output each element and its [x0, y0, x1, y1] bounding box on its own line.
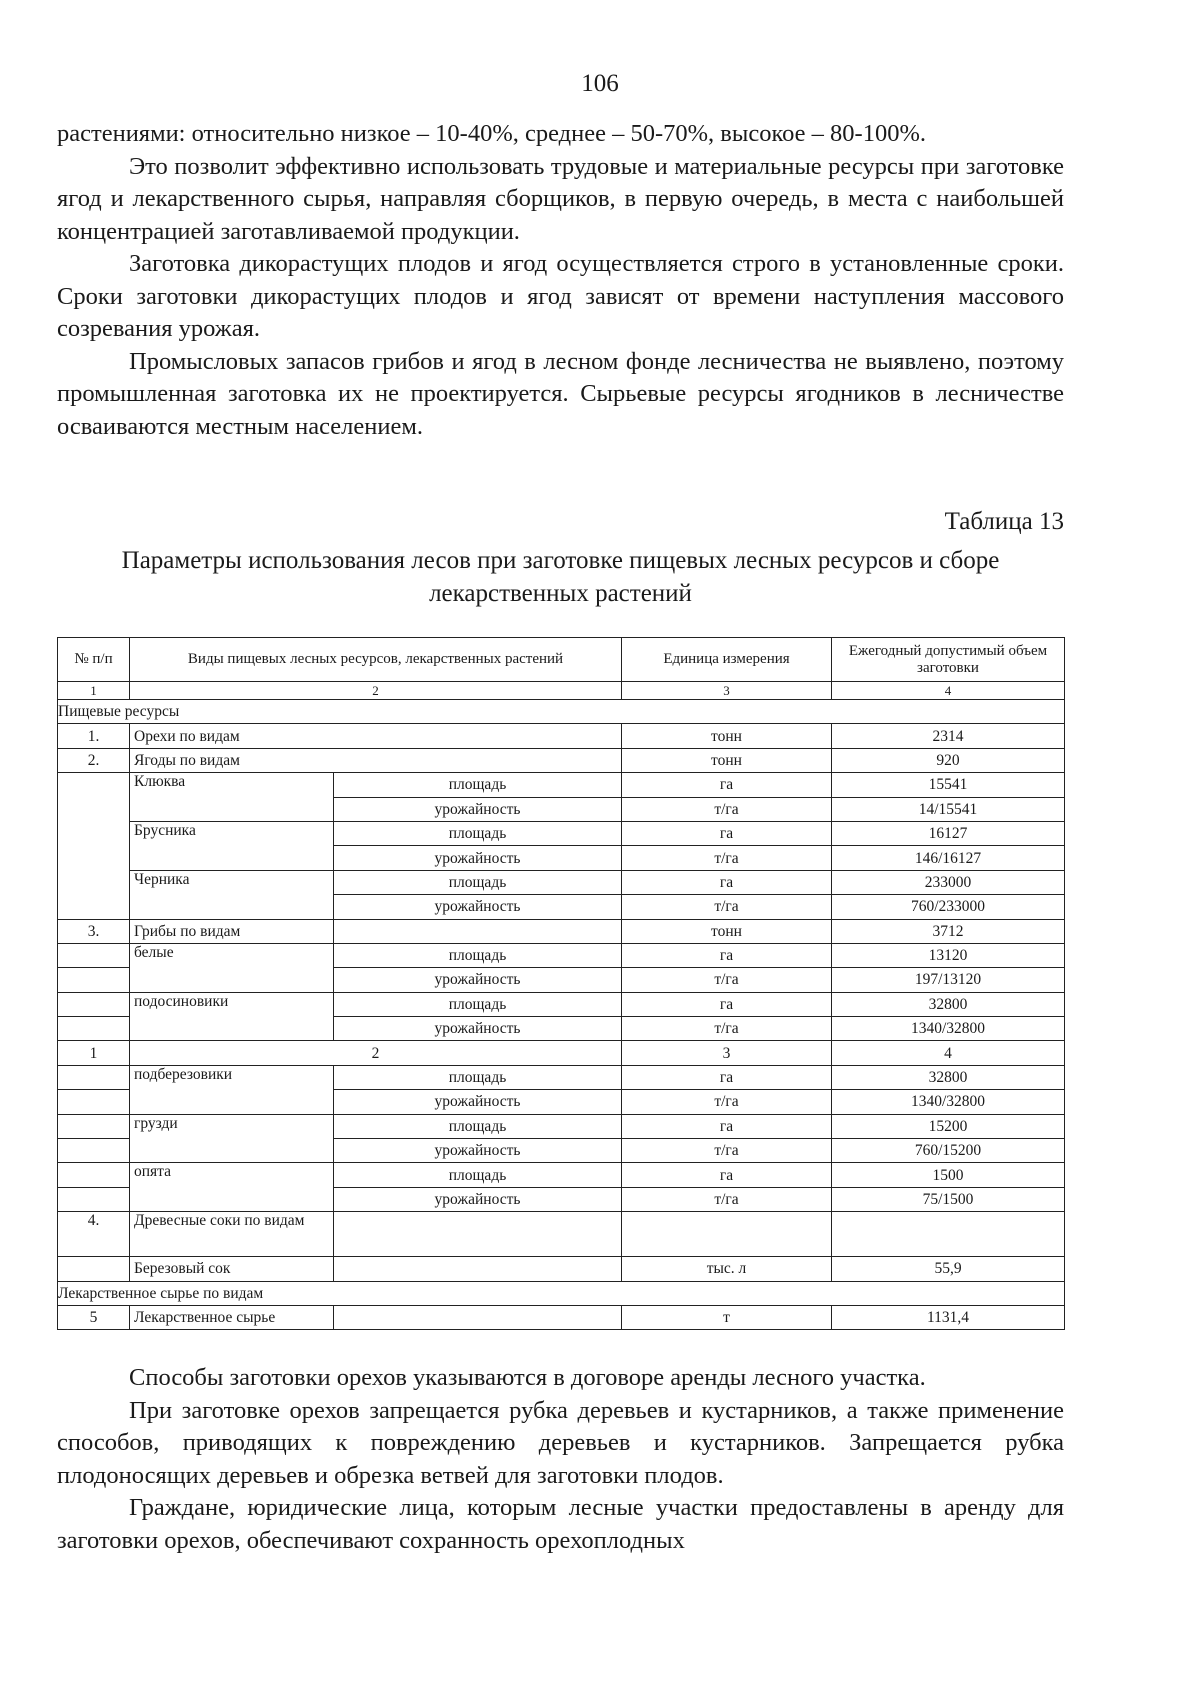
column-number-row — [58, 682, 1065, 700]
column-number-row-repeat: 1 2 3 4 — [58, 1041, 1065, 1065]
column-number: 4 — [832, 682, 1065, 700]
table-row: урожайность т/га 1340/32800 — [58, 1090, 1065, 1114]
table-row: 2. Ягоды по видам тонн 920 — [58, 748, 1065, 772]
table-row: подберезовики площадь га 32800 — [58, 1065, 1065, 1089]
table-row: 5 Лекарственное сырье т 1131,4 — [58, 1305, 1065, 1329]
paragraph: растениями: относительно низкое – 10-40%, среднее – 50-70%, высокое – 80-100%. — [57, 120, 926, 147]
table-row: опята площадь га 1500 — [58, 1163, 1065, 1187]
paragraph: Заготовка дикорастущих плодов и ягод осуществляется строго в установленные сроки. Сроки заготовки дикорастущих плодов и ягод зависят от времени наступления массового созревания урожая. — [57, 250, 1064, 342]
body-text-bottom — [57, 1362, 1064, 1557]
table-row: урожайность т/га 760/15200 — [58, 1139, 1065, 1163]
page-number: 106 — [581, 70, 619, 97]
section-label: Пищевые ресурсы — [58, 700, 1065, 724]
table-title: Параметры использования лесов при заготовке пищевых лесных ресурсов и сборе лекарственных растений — [121, 547, 1000, 607]
table-row: белые площадь га 13120 — [58, 943, 1065, 967]
table-row: 1. Орехи по видам тонн 2314 — [58, 724, 1065, 748]
table-row: Черника площадь га 233000 — [58, 870, 1065, 894]
table-row: 3. Грибы по видам тонн 3712 — [58, 919, 1065, 943]
section-label: Лекарственное сырье по видам — [58, 1281, 1065, 1305]
table-row: Брусника площадь га 16127 — [58, 821, 1065, 845]
header-cell: Единица измерения — [622, 638, 832, 682]
table-row: подосиновики площадь га 32800 — [58, 992, 1065, 1016]
table-row: грузди площадь га 15200 — [58, 1114, 1065, 1138]
table-row: урожайность т/га 760/233000 — [58, 895, 1065, 919]
header-cell: № п/п — [58, 638, 130, 682]
table-row: 4. Древесные соки по видам — [58, 1212, 1065, 1257]
table-caption: Таблица 13 — [944, 508, 1064, 535]
header-cell: Виды пищевых лесных ресурсов, лекарственных растений — [130, 638, 622, 682]
paragraph: При заготовке орехов запрещается рубка деревьев и кустарников, а также применение способов, приводящих к повреждению деревьев и кустарников. Запрещается рубка плодоносящих деревьев и обрезка ветвей для заготовки плодов. — [57, 1396, 1064, 1489]
paragraph: Способы заготовки орехов указываются в договоре аренды лесного участка. — [129, 1364, 926, 1391]
header-cell: Ежегодный допустимый объем заготовки — [832, 638, 1065, 682]
column-number: 2 — [130, 682, 622, 700]
table-row: урожайность т/га 1340/32800 — [58, 1017, 1065, 1041]
table-header-row — [58, 638, 1065, 682]
body-text-top — [57, 118, 1064, 443]
section-row — [58, 700, 1065, 724]
paragraph: Промысловых запасов грибов и ягод в лесном фонде лесничества не выявлено, поэтому промышленная заготовка их не проектируется. Сырьевые ресурсы ягодников в лесничестве осваиваются местным населением. — [57, 347, 1064, 440]
section-row — [58, 1281, 1065, 1305]
column-number: 1 — [58, 682, 130, 700]
table-row: урожайность т/га 75/1500 — [58, 1187, 1065, 1211]
table-row: урожайность т/га 197/13120 — [58, 968, 1065, 992]
table-row: урожайность т/га 146/16127 — [58, 846, 1065, 870]
column-number: 3 — [622, 682, 832, 700]
table-row: Березовый сок тыс. л 55,9 — [58, 1257, 1065, 1281]
paragraph: Граждане, юридические лица, которым лесные участки предоставлены в аренду для заготовки орехов, обеспечивают сохранность орехоплодных — [57, 1494, 1064, 1554]
resources-table — [57, 637, 1065, 1330]
table-row: урожайность т/га 14/15541 — [58, 797, 1065, 821]
paragraph: Это позволит эффективно использовать трудовые и материальные ресурсы при заготовке ягод и лекарственного сырья, направляя сборщиков, в первую очередь, в места с наибольшей концентрацией заготавливаемой продукции. — [57, 152, 1064, 245]
table-row: Клюква площадь га 15541 — [58, 773, 1065, 797]
